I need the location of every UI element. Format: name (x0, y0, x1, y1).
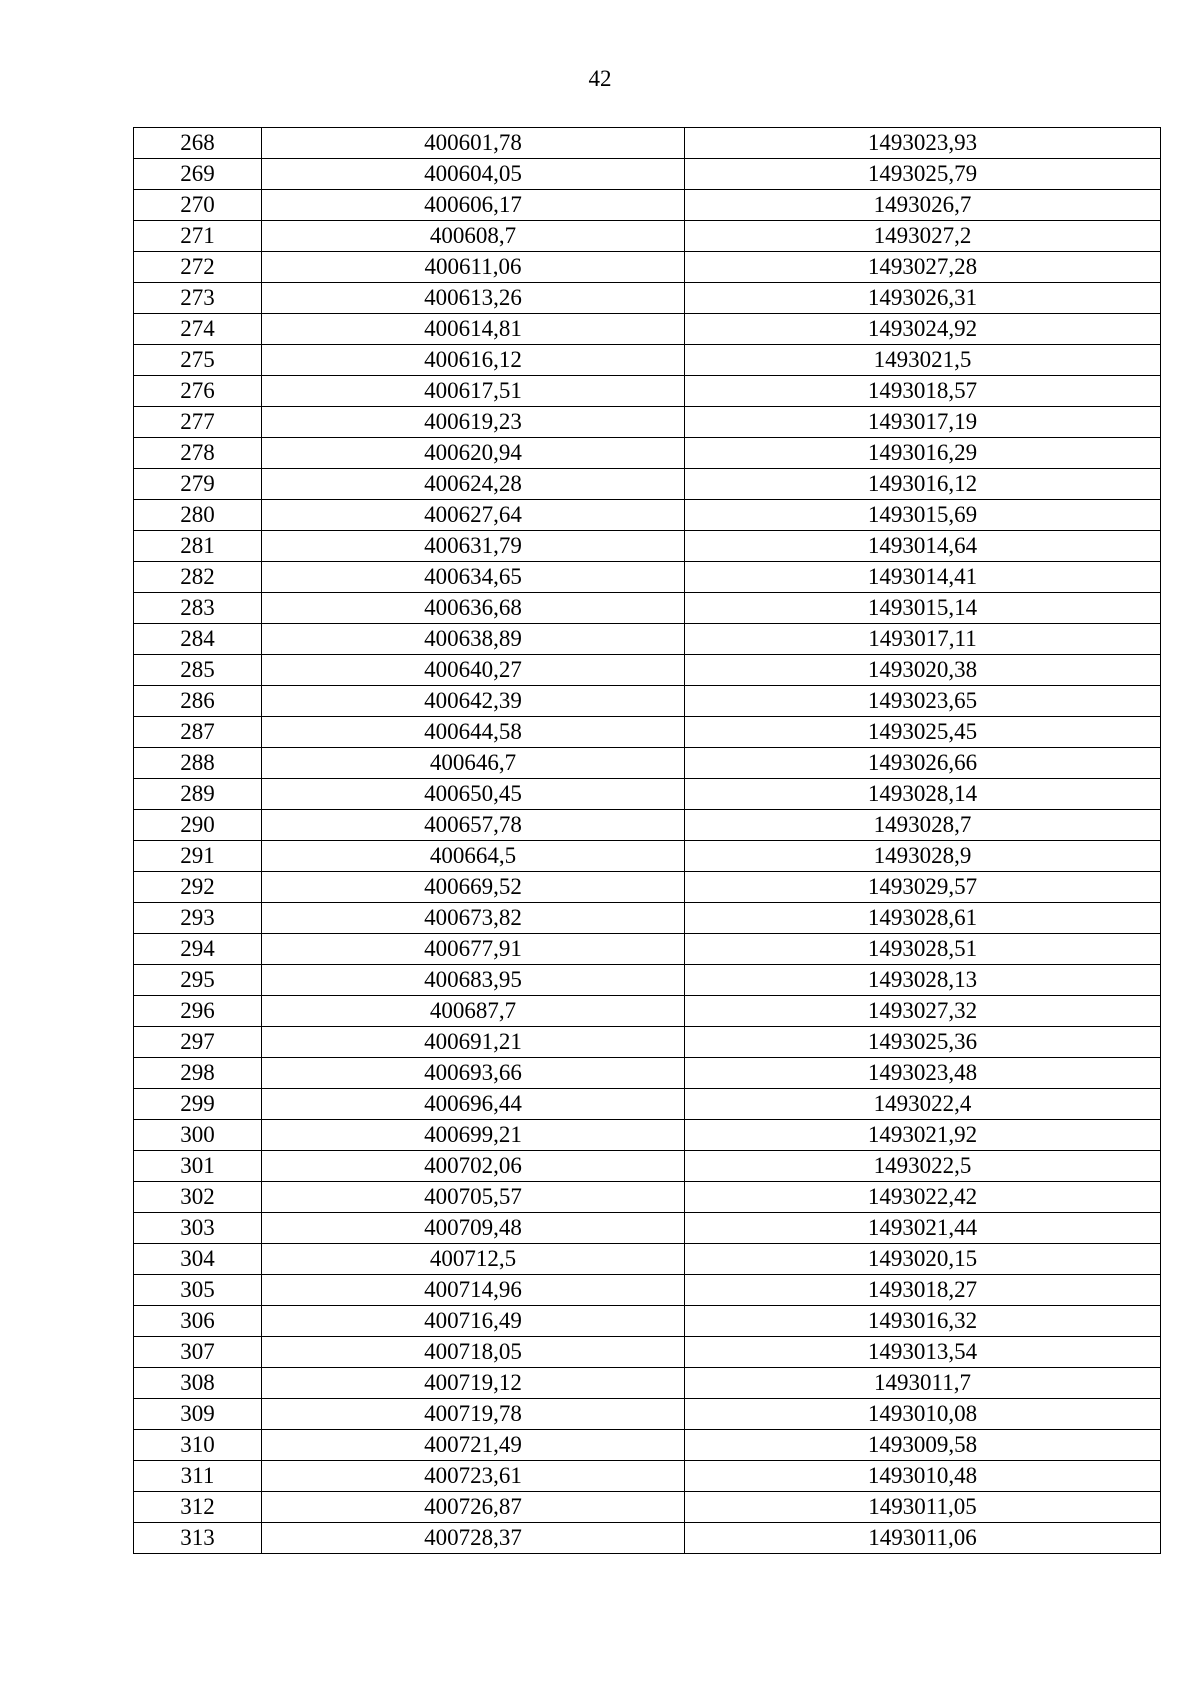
x-coordinate-cell: 400606,17 (262, 190, 685, 221)
y-coordinate-cell: 1493027,32 (685, 996, 1161, 1027)
y-coordinate-cell: 1493015,69 (685, 500, 1161, 531)
point-number-cell: 279 (134, 469, 262, 500)
point-number-cell: 271 (134, 221, 262, 252)
x-coordinate-cell: 400719,78 (262, 1399, 685, 1430)
y-coordinate-cell: 1493029,57 (685, 872, 1161, 903)
table-row (134, 407, 1161, 438)
x-coordinate-cell: 400657,78 (262, 810, 685, 841)
x-coordinate-cell: 400642,39 (262, 686, 685, 717)
point-number-cell: 309 (134, 1399, 262, 1430)
point-number-cell: 293 (134, 903, 262, 934)
x-coordinate-cell: 400723,61 (262, 1461, 685, 1492)
point-number-cell: 292 (134, 872, 262, 903)
y-coordinate-cell: 1493028,14 (685, 779, 1161, 810)
y-coordinate-cell: 1493013,54 (685, 1337, 1161, 1368)
page-number: 42 (588, 66, 612, 91)
x-coordinate-cell: 400718,05 (262, 1337, 685, 1368)
y-coordinate-cell: 1493025,79 (685, 159, 1161, 190)
table-row (134, 376, 1161, 407)
y-coordinate-cell: 1493028,9 (685, 841, 1161, 872)
x-coordinate-cell: 400631,79 (262, 531, 685, 562)
point-number-cell: 280 (134, 500, 262, 531)
table-row (134, 283, 1161, 314)
x-coordinate-cell: 400646,7 (262, 748, 685, 779)
y-coordinate-cell: 1493021,44 (685, 1213, 1161, 1244)
table-row (134, 779, 1161, 810)
table-row (134, 717, 1161, 748)
table-row (134, 1058, 1161, 1089)
x-coordinate-cell: 400699,21 (262, 1120, 685, 1151)
x-coordinate-cell: 400601,78 (262, 128, 685, 159)
x-coordinate-cell: 400644,58 (262, 717, 685, 748)
point-number-cell: 295 (134, 965, 262, 996)
table-row (134, 1399, 1161, 1430)
table-row (134, 1089, 1161, 1120)
y-coordinate-cell: 1493020,15 (685, 1244, 1161, 1275)
point-number-cell: 296 (134, 996, 262, 1027)
point-number-cell: 301 (134, 1151, 262, 1182)
table-row (134, 903, 1161, 934)
y-coordinate-cell: 1493017,11 (685, 624, 1161, 655)
x-coordinate-cell: 400636,68 (262, 593, 685, 624)
table-row (134, 531, 1161, 562)
point-number-cell: 275 (134, 345, 262, 376)
table-row (134, 500, 1161, 531)
x-coordinate-cell: 400634,65 (262, 562, 685, 593)
y-coordinate-cell: 1493027,2 (685, 221, 1161, 252)
y-coordinate-cell: 1493028,61 (685, 903, 1161, 934)
x-coordinate-cell: 400650,45 (262, 779, 685, 810)
table-row (134, 1492, 1161, 1523)
y-coordinate-cell: 1493018,27 (685, 1275, 1161, 1306)
point-number-cell: 297 (134, 1027, 262, 1058)
point-number-cell: 274 (134, 314, 262, 345)
point-number-cell: 268 (134, 128, 262, 159)
x-coordinate-cell: 400619,23 (262, 407, 685, 438)
table-row (134, 1244, 1161, 1275)
point-number-cell: 313 (134, 1523, 262, 1554)
x-coordinate-cell: 400726,87 (262, 1492, 685, 1523)
table-row (134, 624, 1161, 655)
table-row (134, 748, 1161, 779)
table-row (134, 996, 1161, 1027)
point-number-cell: 284 (134, 624, 262, 655)
y-coordinate-cell: 1493022,5 (685, 1151, 1161, 1182)
point-number-cell: 299 (134, 1089, 262, 1120)
y-coordinate-cell: 1493010,48 (685, 1461, 1161, 1492)
y-coordinate-cell: 1493014,64 (685, 531, 1161, 562)
table-row (134, 872, 1161, 903)
x-coordinate-cell: 400696,44 (262, 1089, 685, 1120)
y-coordinate-cell: 1493011,06 (685, 1523, 1161, 1554)
x-coordinate-cell: 400614,81 (262, 314, 685, 345)
table-row (134, 1337, 1161, 1368)
coordinates-table (133, 127, 1161, 1554)
table-row (134, 1461, 1161, 1492)
table-row (134, 1430, 1161, 1461)
table-row (134, 252, 1161, 283)
x-coordinate-cell: 400669,52 (262, 872, 685, 903)
table-row (134, 841, 1161, 872)
point-number-cell: 289 (134, 779, 262, 810)
point-number-cell: 304 (134, 1244, 262, 1275)
point-number-cell: 269 (134, 159, 262, 190)
table-row (134, 1275, 1161, 1306)
y-coordinate-cell: 1493020,38 (685, 655, 1161, 686)
table-row (134, 934, 1161, 965)
table-row (134, 1120, 1161, 1151)
x-coordinate-cell: 400705,57 (262, 1182, 685, 1213)
table-row (134, 1213, 1161, 1244)
y-coordinate-cell: 1493014,41 (685, 562, 1161, 593)
point-number-cell: 291 (134, 841, 262, 872)
y-coordinate-cell: 1493028,13 (685, 965, 1161, 996)
y-coordinate-cell: 1493025,36 (685, 1027, 1161, 1058)
table-row (134, 221, 1161, 252)
point-number-cell: 306 (134, 1306, 262, 1337)
y-coordinate-cell: 1493023,48 (685, 1058, 1161, 1089)
point-number-cell: 302 (134, 1182, 262, 1213)
y-coordinate-cell: 1493026,66 (685, 748, 1161, 779)
y-coordinate-cell: 1493010,08 (685, 1399, 1161, 1430)
point-number-cell: 281 (134, 531, 262, 562)
x-coordinate-cell: 400627,64 (262, 500, 685, 531)
x-coordinate-cell: 400721,49 (262, 1430, 685, 1461)
table-row (134, 655, 1161, 686)
point-number-cell: 272 (134, 252, 262, 283)
point-number-cell: 312 (134, 1492, 262, 1523)
point-number-cell: 298 (134, 1058, 262, 1089)
table-row (134, 128, 1161, 159)
point-number-cell: 282 (134, 562, 262, 593)
y-coordinate-cell: 1493011,05 (685, 1492, 1161, 1523)
y-coordinate-cell: 1493028,7 (685, 810, 1161, 841)
x-coordinate-cell: 400702,06 (262, 1151, 685, 1182)
x-coordinate-cell: 400693,66 (262, 1058, 685, 1089)
point-number-cell: 276 (134, 376, 262, 407)
x-coordinate-cell: 400640,27 (262, 655, 685, 686)
point-number-cell: 303 (134, 1213, 262, 1244)
point-number-cell: 277 (134, 407, 262, 438)
x-coordinate-cell: 400714,96 (262, 1275, 685, 1306)
y-coordinate-cell: 1493016,12 (685, 469, 1161, 500)
point-number-cell: 310 (134, 1430, 262, 1461)
point-number-cell: 288 (134, 748, 262, 779)
y-coordinate-cell: 1493015,14 (685, 593, 1161, 624)
x-coordinate-cell: 400687,7 (262, 996, 685, 1027)
x-coordinate-cell: 400709,48 (262, 1213, 685, 1244)
x-coordinate-cell: 400712,5 (262, 1244, 685, 1275)
y-coordinate-cell: 1493023,65 (685, 686, 1161, 717)
y-coordinate-cell: 1493028,51 (685, 934, 1161, 965)
point-number-cell: 300 (134, 1120, 262, 1151)
table-row (134, 1368, 1161, 1399)
y-coordinate-cell: 1493021,5 (685, 345, 1161, 376)
point-number-cell: 287 (134, 717, 262, 748)
point-number-cell: 285 (134, 655, 262, 686)
coordinates-table-body (134, 128, 1161, 1554)
point-number-cell: 270 (134, 190, 262, 221)
table-row (134, 469, 1161, 500)
point-number-cell: 311 (134, 1461, 262, 1492)
x-coordinate-cell: 400638,89 (262, 624, 685, 655)
table-row (134, 1182, 1161, 1213)
table-row (134, 562, 1161, 593)
x-coordinate-cell: 400728,37 (262, 1523, 685, 1554)
y-coordinate-cell: 1493022,4 (685, 1089, 1161, 1120)
y-coordinate-cell: 1493017,19 (685, 407, 1161, 438)
x-coordinate-cell: 400673,82 (262, 903, 685, 934)
x-coordinate-cell: 400620,94 (262, 438, 685, 469)
x-coordinate-cell: 400677,91 (262, 934, 685, 965)
y-coordinate-cell: 1493011,7 (685, 1368, 1161, 1399)
point-number-cell: 273 (134, 283, 262, 314)
x-coordinate-cell: 400613,26 (262, 283, 685, 314)
y-coordinate-cell: 1493016,29 (685, 438, 1161, 469)
x-coordinate-cell: 400611,06 (262, 252, 685, 283)
y-coordinate-cell: 1493024,92 (685, 314, 1161, 345)
table-row (134, 190, 1161, 221)
x-coordinate-cell: 400617,51 (262, 376, 685, 407)
y-coordinate-cell: 1493026,7 (685, 190, 1161, 221)
y-coordinate-cell: 1493009,58 (685, 1430, 1161, 1461)
y-coordinate-cell: 1493016,32 (685, 1306, 1161, 1337)
y-coordinate-cell: 1493026,31 (685, 283, 1161, 314)
x-coordinate-cell: 400716,49 (262, 1306, 685, 1337)
table-row (134, 159, 1161, 190)
y-coordinate-cell: 1493023,93 (685, 128, 1161, 159)
x-coordinate-cell: 400664,5 (262, 841, 685, 872)
table-row (134, 345, 1161, 376)
table-row (134, 593, 1161, 624)
table-row (134, 438, 1161, 469)
point-number-cell: 278 (134, 438, 262, 469)
table-row (134, 965, 1161, 996)
x-coordinate-cell: 400608,7 (262, 221, 685, 252)
table-row (134, 1523, 1161, 1554)
table-row (134, 314, 1161, 345)
y-coordinate-cell: 1493027,28 (685, 252, 1161, 283)
y-coordinate-cell: 1493025,45 (685, 717, 1161, 748)
table-row (134, 1151, 1161, 1182)
x-coordinate-cell: 400683,95 (262, 965, 685, 996)
point-number-cell: 307 (134, 1337, 262, 1368)
table-row (134, 810, 1161, 841)
y-coordinate-cell: 1493021,92 (685, 1120, 1161, 1151)
table-row (134, 1027, 1161, 1058)
point-number-cell: 294 (134, 934, 262, 965)
point-number-cell: 283 (134, 593, 262, 624)
point-number-cell: 286 (134, 686, 262, 717)
y-coordinate-cell: 1493022,42 (685, 1182, 1161, 1213)
x-coordinate-cell: 400624,28 (262, 469, 685, 500)
point-number-cell: 290 (134, 810, 262, 841)
x-coordinate-cell: 400691,21 (262, 1027, 685, 1058)
x-coordinate-cell: 400604,05 (262, 159, 685, 190)
point-number-cell: 305 (134, 1275, 262, 1306)
x-coordinate-cell: 400719,12 (262, 1368, 685, 1399)
point-number-cell: 308 (134, 1368, 262, 1399)
table-row (134, 686, 1161, 717)
table-row (134, 1306, 1161, 1337)
y-coordinate-cell: 1493018,57 (685, 376, 1161, 407)
x-coordinate-cell: 400616,12 (262, 345, 685, 376)
